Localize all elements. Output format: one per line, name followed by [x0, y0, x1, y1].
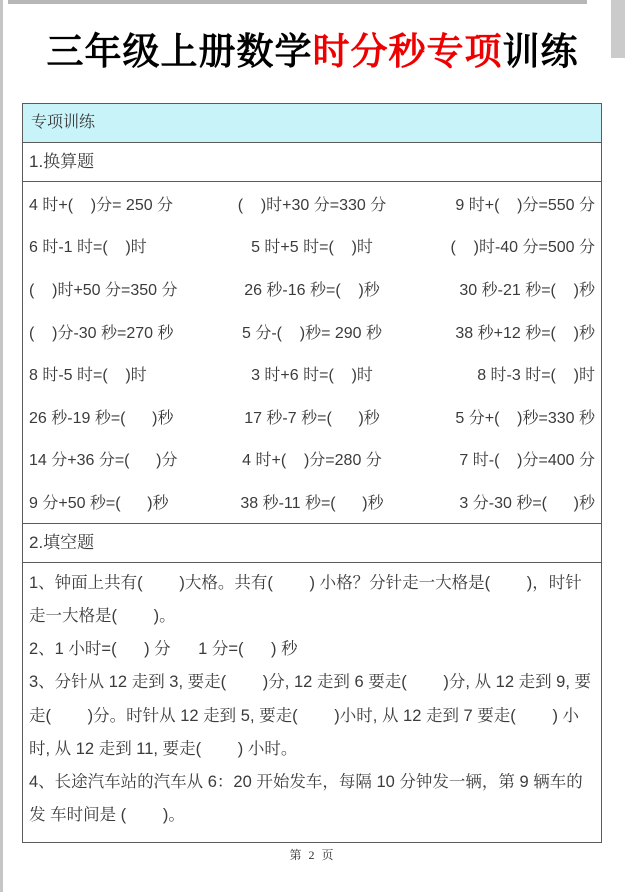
- question: 2、1 小时=( ) 分 1 分=( ) 秒: [29, 640, 298, 659]
- conversion-problems: [23, 182, 601, 524]
- conversion-row: [29, 182, 595, 225]
- scan-edge-right: [611, 0, 625, 58]
- problem: 6 时-1 时=( )时: [29, 239, 147, 257]
- conversion-row: [29, 310, 595, 353]
- scan-edge-left: [0, 0, 3, 892]
- problem: 38 秒+12 秒=( )秒: [455, 324, 595, 342]
- table-header: 专项训练: [23, 104, 601, 143]
- conversion-row: [29, 438, 595, 481]
- problem: 14 分+36 分=( )分: [29, 452, 178, 470]
- problem: 8 时-3 时=( )时: [477, 367, 595, 385]
- conversion-row: [29, 267, 595, 310]
- problem: ( )时+30 分=330 分: [237, 196, 387, 214]
- problem: 7 时-( )分=400 分: [459, 452, 595, 470]
- problem: 4 时+( )分= 250 分: [29, 196, 174, 214]
- problem: 38 秒-11 秒=( )秒: [240, 494, 384, 512]
- problem: 26 秒-16 秒=( )秒: [244, 281, 380, 299]
- fill-in-questions: [23, 563, 601, 843]
- problem: 8 时-5 时=( )时: [29, 367, 147, 385]
- problem: 4 时+( )分=280 分: [242, 452, 382, 470]
- problem: 3 分-30 秒=( )秒: [459, 494, 595, 512]
- problem: 9 分+50 秒=( )秒: [29, 494, 169, 512]
- scan-edge-top: [8, 0, 587, 4]
- section1-title: 1.换算题: [23, 143, 601, 182]
- problem: 3 时+6 时=( )时: [251, 367, 373, 385]
- problem: 5 时+5 时=( )时: [251, 239, 373, 257]
- worksheet-table: [22, 103, 602, 843]
- conversion-row: [29, 480, 595, 523]
- section2-title: 2.填空题: [23, 524, 601, 563]
- conversion-row: [29, 395, 595, 438]
- question: 4、长途汽车站的汽车从 6：20 开始发车，每隔 10 分钟发一辆，第 9 辆车的发 车时间是 ( )。: [29, 772, 583, 825]
- problem: 17 秒-7 秒=( )秒: [244, 409, 380, 427]
- problem: 30 秒-21 秒=( )秒: [459, 281, 595, 299]
- question: 3、分针从 12 走到 3, 要走( )分, 12 走到 6 要走( )分, 从 12 走到 9, 要走( )分。时针从 12 走到 5, 要走( )小时, 从 12 走到 7 要走( ) 小时, 从 12 走到 11, 要走( ) 小时。: [29, 673, 592, 758]
- problem: ( )时-40 分=500 分: [450, 239, 595, 257]
- conversion-row: [29, 225, 595, 268]
- title-suffix: 训练: [502, 32, 579, 73]
- problem: ( )分-30 秒=270 秒: [29, 324, 174, 342]
- problem: 5 分-( )秒= 290 秒: [241, 324, 383, 342]
- problem: 26 秒-19 秒=( )秒: [29, 409, 174, 427]
- conversion-row: [29, 352, 595, 395]
- page-title: [0, 0, 625, 76]
- problem: ( )时+50 分=350 分: [29, 281, 178, 299]
- problem: 9 时+( )分=550 分: [455, 196, 595, 214]
- page-number: 第 2 页: [289, 848, 336, 862]
- title-prefix: 三年级上册数学: [46, 32, 313, 73]
- title-highlight: 时分秒专项: [312, 32, 503, 73]
- problem: 5 分+( )秒=330 秒: [455, 409, 595, 427]
- question: 1、钟面上共有( )大格。共有( ) 小格？分针走一大格是( )，时针走一大格是( )。: [29, 573, 582, 625]
